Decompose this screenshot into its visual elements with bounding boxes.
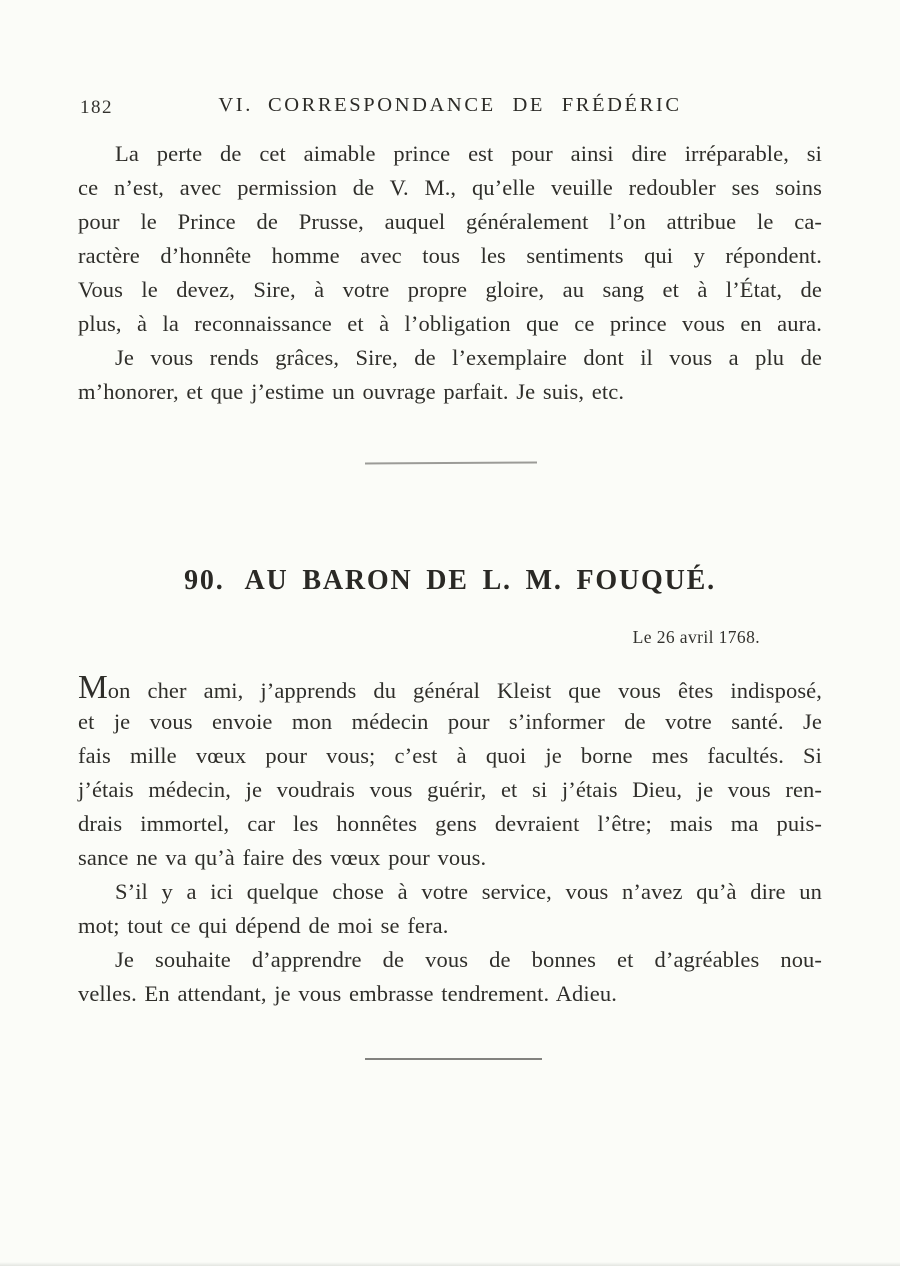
section-divider [365, 1058, 542, 1060]
running-head [78, 94, 822, 124]
text-line [78, 671, 822, 705]
letter-body-90 [78, 671, 822, 1011]
text-line: Je vous rends grâces, Sire, de l’exemplaire dont il vous a plu de [115, 345, 822, 370]
text-line: ractère d’honnête homme avec tous les sentiments qui y répondent. [78, 243, 822, 268]
letter-number: 90. [184, 565, 225, 596]
text-line: m’honorer, et que j’estime un ouvrage parfait. Je suis, etc. [78, 379, 625, 404]
text-line: et je vous envoie mon médecin pour s’informer de votre santé. Je [78, 709, 822, 734]
text-line: drais immortel, car les honnêtes gens devraient l’être; mais ma puis- [78, 811, 822, 836]
page-number: 182 [80, 97, 113, 118]
running-title [78, 94, 822, 117]
text-line: Je souhaite d’apprendre de vous de bonnes et d’agréables nou- [115, 947, 822, 972]
text-line: ce n’est, avec permission de V. M., qu’elle veuille redoubler ses soins [78, 175, 822, 200]
letter-date: Le 26 avril 1768. [632, 627, 760, 647]
text-line: velles. En attendant, je vous embrasse tendrement. Adieu. [78, 981, 617, 1006]
chapter-numeral: VI. [218, 94, 253, 116]
first-line-text: on cher ami, j’apprends du général Kleist que vous êtes indisposé, [107, 678, 822, 703]
running-title-text: CORRESPONDANCE DE FRÉDÉRIC [267, 94, 682, 116]
text-line: fais mille vœux pour vous; c’est à quoi je borne mes facultés. Si [78, 743, 822, 768]
letter-title: AU BARON DE L. M. FOUQUÉ. [244, 565, 716, 596]
text-line: Vous le devez, Sire, à votre propre gloire, au sang et à l’État, de [78, 277, 822, 302]
letter-body-previous [78, 137, 822, 409]
text-line: S’il y a ici quelque chose à votre service, vous n’avez qu’à dire un [115, 879, 822, 904]
letter-heading [78, 565, 822, 597]
text-line: sance ne va qu’à faire des vœux pour vous. [78, 845, 487, 870]
text-line: pour le Prince de Prusse, auquel généralement l’on attribue le ca- [78, 209, 822, 234]
text-line: mot; tout ce qui dépend de moi se fera. [78, 913, 449, 938]
section-divider [365, 461, 537, 464]
text-line: La perte de cet aimable prince est pour ainsi dire irréparable, si [115, 141, 822, 166]
text-line: plus, à la reconnaissance et à l’obligation que ce prince vous en aura. [78, 311, 822, 336]
drop-cap-initial: M [78, 669, 108, 706]
text-line: j’étais médecin, je voudrais vous guérir, et si j’étais Dieu, je vous ren- [78, 777, 822, 802]
